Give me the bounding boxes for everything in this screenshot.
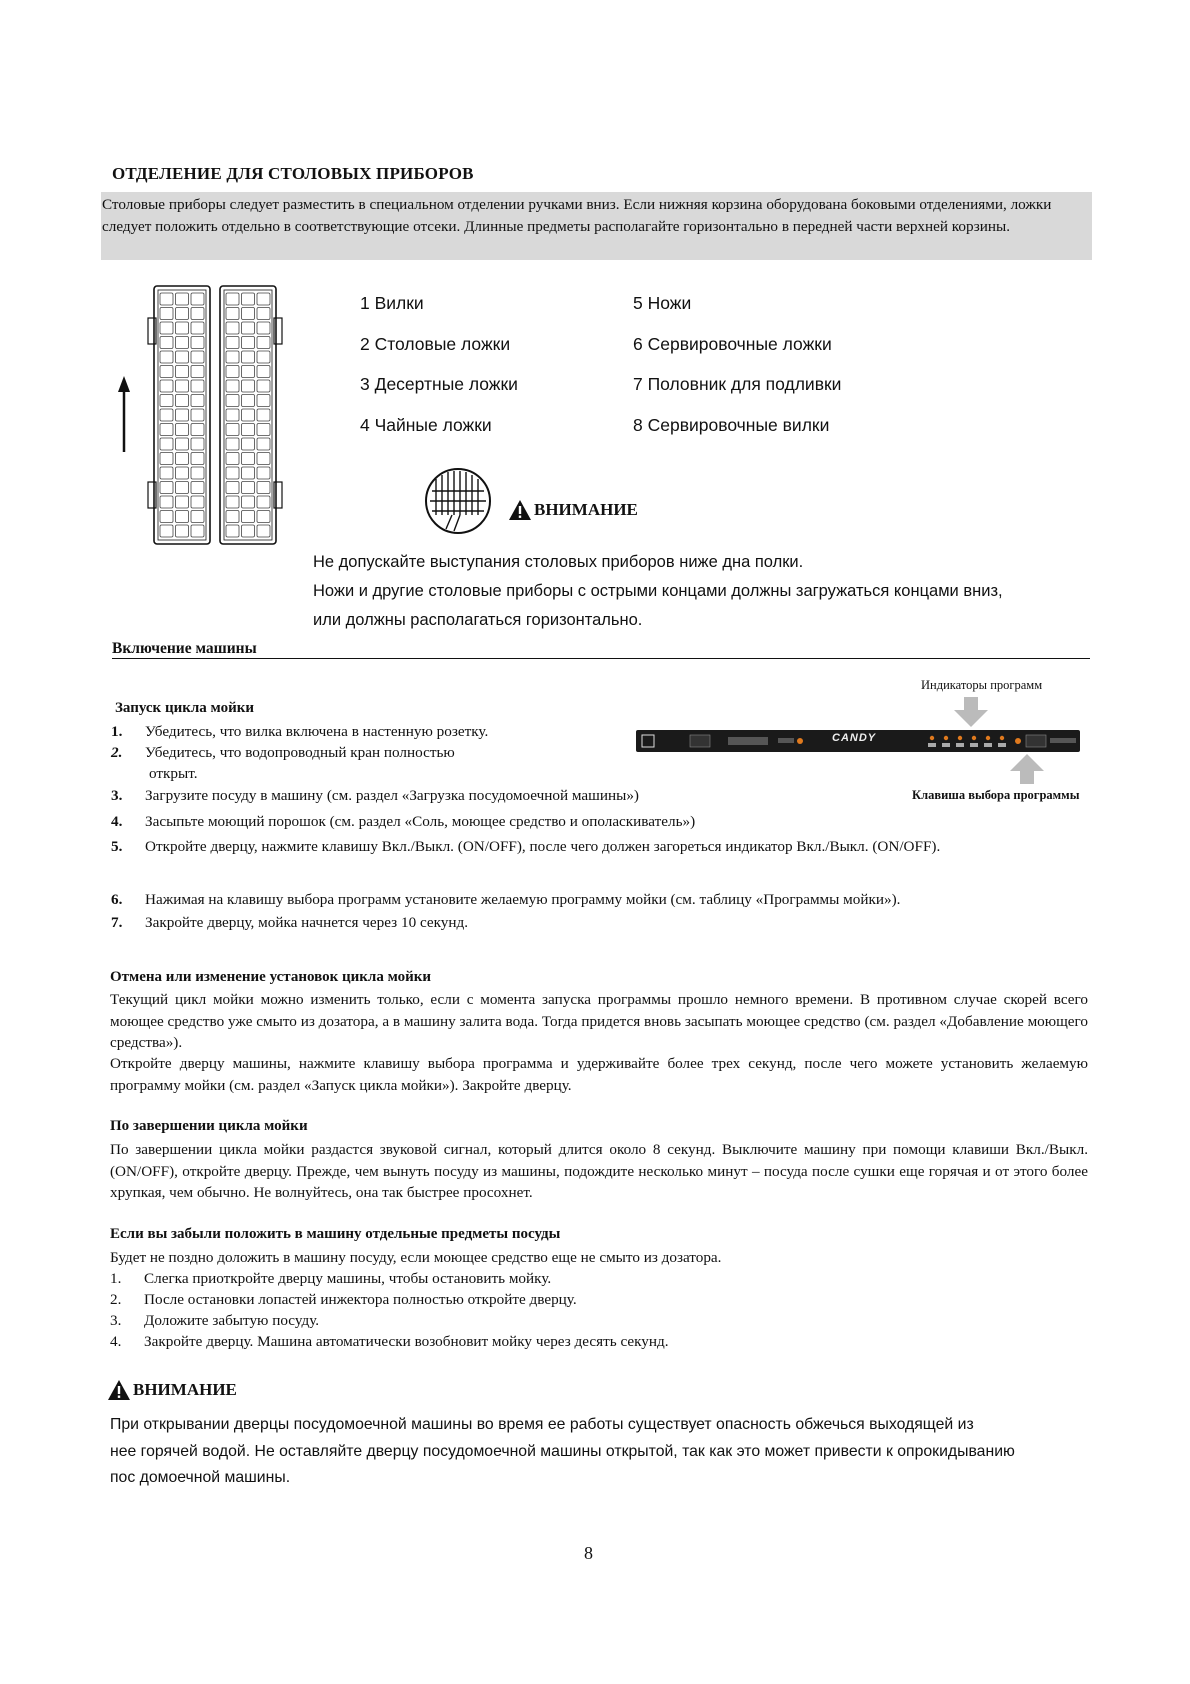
warning-line-2: Ножи и другие столовые приборы с острыми концами должны загружаться концами вниз, xyxy=(313,582,1003,600)
program-key-label: Клавиша выбора программы xyxy=(912,788,1080,802)
forgot-step-3 xyxy=(110,1310,319,1331)
start-cycle-title: Запуск цикла мойки xyxy=(115,700,254,716)
cancel-title: Отмена или изменение установок цикла мойки xyxy=(110,969,432,985)
warning-heading-top xyxy=(508,499,638,521)
step-text: Слегка приоткройте дверцу машины, чтобы остановить мойку. xyxy=(144,1270,552,1287)
step-text: Загрузите посуду в машину (см. раздел «Загрузка посудомоечной машины») xyxy=(145,787,639,804)
start-step-6 xyxy=(111,889,900,910)
control-panel-image xyxy=(636,730,1080,752)
section-title-cutlery: ОТДЕЛЕНИЕ ДЛЯ СТОЛОВЫХ ПРИБОРОВ xyxy=(112,164,474,183)
legend-item-8: 8 Сервировочные вилки xyxy=(633,415,830,435)
cutlery-basket-illustration xyxy=(110,282,290,550)
cancel-paragraph-1: Текущий цикл мойки можно изменить только, если с момента запуска программы прошло немного времени. В противном случае скорей всего моющее средство уже смыто из дозатора, а в машину залита вода. Тогда придется вновь засыпать моющее средство (см. раздел «Добавление моющего средства»). xyxy=(110,991,1088,1051)
finish-title: По завершении цикла мойки xyxy=(110,1118,308,1134)
step-number: 1. xyxy=(110,1270,122,1287)
start-step-1 xyxy=(111,721,488,742)
bottom-warning-line-1: При открывании дверцы посудомоечной машины во время ее работы существует опасность обжечься выходящей из xyxy=(110,1416,974,1433)
start-step-2-continued: открыт. xyxy=(149,765,198,782)
section-divider xyxy=(112,658,1090,659)
step-text: Откройте дверцу, нажмите клавишу Вкл./Выкл. (ON/OFF), после чего должен загореться индикатор Вкл./Выкл. (ON/OFF). xyxy=(145,838,941,855)
brand-logo: CANDY xyxy=(832,732,877,744)
step-text: Убедитесь, что вилка включена в настенную розетку. xyxy=(145,723,489,740)
step-number: 3. xyxy=(111,787,123,804)
legend-item-4: 4 Чайные ложки xyxy=(360,415,492,435)
legend-item-6: 6 Сервировочные ложки xyxy=(633,334,832,354)
page-number: 8 xyxy=(584,1543,593,1563)
warning-heading-text: ВНИМАНИЕ xyxy=(534,500,638,519)
step-number: 5. xyxy=(111,838,123,855)
cutlery-intro-text: Столовые приборы следует разместить в специальном отделении ручками вниз. Если нижняя корзина оборудована боковыми отделениями, ложки следует положить отдельно в соответствующие отсеки. Длинные предметы располагайте горизонтально в передней части верхней корзины. xyxy=(102,196,1052,235)
cancel-paragraph-2: Откройте дверцу машины, нажмите клавишу выбора программа и удерживайте более трех секунд, после чего можете установить желаемую программу мойки (см. раздел «Запуск цикла мойки»). Закройте дверцу. xyxy=(110,1055,1088,1094)
start-step-7 xyxy=(111,912,468,933)
start-step-5 xyxy=(111,836,1088,857)
step-number: 6. xyxy=(111,891,123,908)
indicators-label: Индикаторы программ xyxy=(921,678,1043,692)
step-number: 4. xyxy=(110,1333,122,1350)
warning-heading-text: ВНИМАНИЕ xyxy=(133,1380,237,1399)
step-text: Закройте дверцу. Машина автоматически возобновит мойку через десять секунд. xyxy=(144,1333,669,1350)
warning-triangle-icon xyxy=(508,499,532,521)
step-number: 2. xyxy=(110,1291,122,1308)
forgot-title: Если вы забыли положить в машину отдельные предметы посуды xyxy=(110,1226,561,1242)
warning-line-1: Не допускайте выступания столовых приборов ниже дна полки. xyxy=(313,553,804,571)
start-step-2 xyxy=(111,742,455,763)
forgot-step-2 xyxy=(110,1289,577,1310)
legend-item-3: 3 Десертные ложки xyxy=(360,374,518,394)
start-step-3 xyxy=(111,785,639,806)
step-text: Закройте дверцу, мойка начнется через 10 секунд. xyxy=(145,914,469,931)
step-text: Засыпьте моющий порошок (см. раздел «Соль, моющее средство и ополаскиватель») xyxy=(145,813,696,830)
legend-item-5: 5 Ножи xyxy=(633,293,692,313)
warning-heading-bottom xyxy=(107,1379,237,1401)
step-text: Убедитесь, что водопроводный кран полностью xyxy=(145,744,455,761)
cutlery-rack-icon xyxy=(424,467,492,535)
section-title-switch-on: Включение машины xyxy=(112,640,257,657)
step-text: После остановки лопастей инжектора полностью откройте дверцу. xyxy=(144,1291,577,1308)
step-number: 2. xyxy=(111,744,123,761)
step-number: 3. xyxy=(110,1312,122,1329)
finish-paragraph: По завершении цикла мойки раздастся звуковой сигнал, который длится около 8 секунд. Выключите машину при помощи клавиши Вкл./Выкл. (ON/OFF), откройте дверцу. Прежде, чем вынуть посуду из машины, подождите несколько минут – посуда после сушки еще горячая и от этого более хрупкая, чем обычно. Не волнуйтесь, она так быстрее просохнет. xyxy=(110,1141,1088,1201)
legend-item-2: 2 Столовые ложки xyxy=(360,334,511,354)
step-text: Доложите забытую посуду. xyxy=(144,1312,320,1329)
step-text: Нажимая на клавишу выбора программ установите желаемую программу мойки (см. таблицу «Программы мойки»). xyxy=(145,891,901,908)
forgot-step-1 xyxy=(110,1268,551,1289)
step-number: 4. xyxy=(111,813,123,830)
forgot-step-4 xyxy=(110,1331,669,1352)
start-step-4 xyxy=(111,811,695,832)
step-number: 7. xyxy=(111,914,123,931)
bottom-warning-line-3: пос домоечной машины. xyxy=(110,1469,291,1486)
legend-item-7: 7 Половник для подливки xyxy=(633,374,842,394)
forgot-intro: Будет не поздно доложить в машину посуду, если моющее средство еще не смыто из дозатора. xyxy=(110,1249,722,1266)
bottom-warning-line-2: нее горячей водой. Не оставляйте дверцу посудомоечной машины открытой, так как это может привести к опрокидыванию xyxy=(110,1443,1015,1460)
legend-item-1: 1 Вилки xyxy=(360,293,424,313)
arrow-up-icon xyxy=(1010,754,1044,784)
cutlery-intro-box xyxy=(101,192,1092,260)
warning-line-3: или должны располагаться горизонтально. xyxy=(313,611,643,629)
warning-triangle-icon xyxy=(107,1379,131,1401)
arrow-down-icon xyxy=(954,697,988,727)
step-number: 1. xyxy=(111,723,123,740)
